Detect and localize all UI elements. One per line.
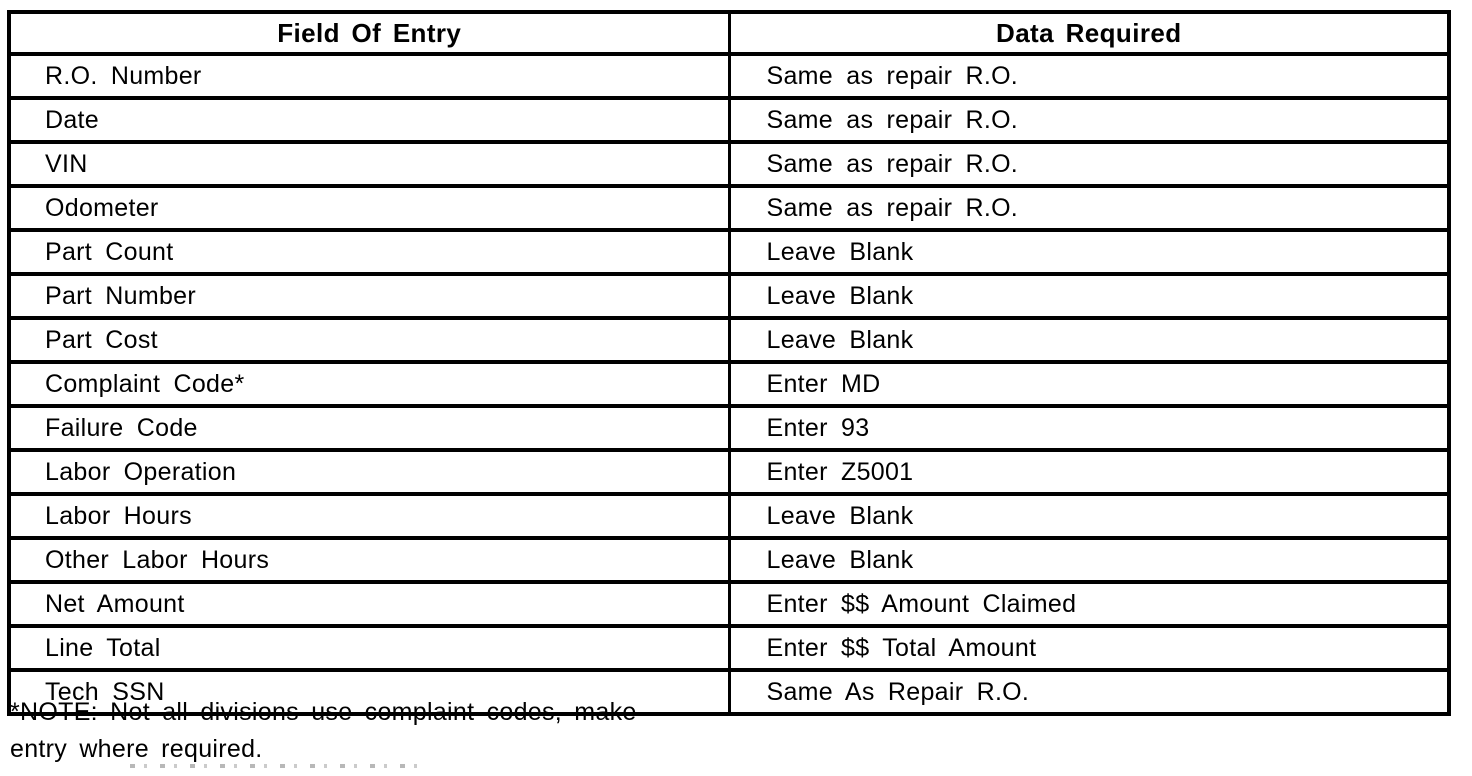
table-row [9, 582, 1449, 626]
data-required-cell: Same as repair R.O. [729, 54, 1449, 98]
field-of-entry-cell: Labor Hours [9, 494, 729, 538]
field-of-entry-cell: Tech SSN [9, 670, 729, 714]
field-entry-table [7, 10, 1451, 716]
field-of-entry-cell: Complaint Code* [9, 362, 729, 406]
scan-artifact [130, 764, 430, 768]
field-of-entry-cell: Odometer [9, 186, 729, 230]
data-required-cell: Enter MD [729, 362, 1449, 406]
data-required-cell: Same As Repair R.O. [729, 670, 1449, 714]
header-row [9, 12, 1449, 54]
table-row [9, 406, 1449, 450]
field-of-entry-cell: Other Labor Hours [9, 538, 729, 582]
data-required-cell: Enter 93 [729, 406, 1449, 450]
data-required-cell: Leave Blank [729, 494, 1449, 538]
table-row [9, 274, 1449, 318]
table-row [9, 318, 1449, 362]
table-row [9, 494, 1449, 538]
field-of-entry-cell: Line Total [9, 626, 729, 670]
table-row [9, 98, 1449, 142]
table-row [9, 538, 1449, 582]
column-header-field-of-entry: Field Of Entry [9, 12, 729, 54]
data-required-cell: Enter Z5001 [729, 450, 1449, 494]
column-header-data-required: Data Required [729, 12, 1449, 54]
data-required-cell: Same as repair R.O. [729, 186, 1449, 230]
table-row [9, 450, 1449, 494]
field-of-entry-cell: R.O. Number [9, 54, 729, 98]
data-required-cell: Same as repair R.O. [729, 98, 1449, 142]
field-of-entry-cell: Part Number [9, 274, 729, 318]
data-required-cell: Leave Blank [729, 230, 1449, 274]
field-of-entry-cell: Net Amount [9, 582, 729, 626]
table-row [9, 142, 1449, 186]
footnote [10, 694, 637, 768]
data-required-cell: Leave Blank [729, 538, 1449, 582]
data-required-cell: Enter $$ Amount Claimed [729, 582, 1449, 626]
table-row [9, 362, 1449, 406]
footnote-line-1: *NOTE: Not all divisions use complaint codes, make [10, 698, 637, 726]
field-of-entry-cell: Failure Code [9, 406, 729, 450]
field-of-entry-cell: Part Cost [9, 318, 729, 362]
field-of-entry-cell: Labor Operation [9, 450, 729, 494]
table-row [9, 54, 1449, 98]
data-required-cell: Leave Blank [729, 318, 1449, 362]
table-row [9, 230, 1449, 274]
table-row [9, 626, 1449, 670]
table-row [9, 186, 1449, 230]
field-of-entry-cell: VIN [9, 142, 729, 186]
data-required-cell: Leave Blank [729, 274, 1449, 318]
field-of-entry-cell: Part Count [9, 230, 729, 274]
data-required-cell: Same as repair R.O. [729, 142, 1449, 186]
field-of-entry-cell: Date [9, 98, 729, 142]
data-required-cell: Enter $$ Total Amount [729, 626, 1449, 670]
footnote-line-2: entry where required. [10, 735, 263, 763]
